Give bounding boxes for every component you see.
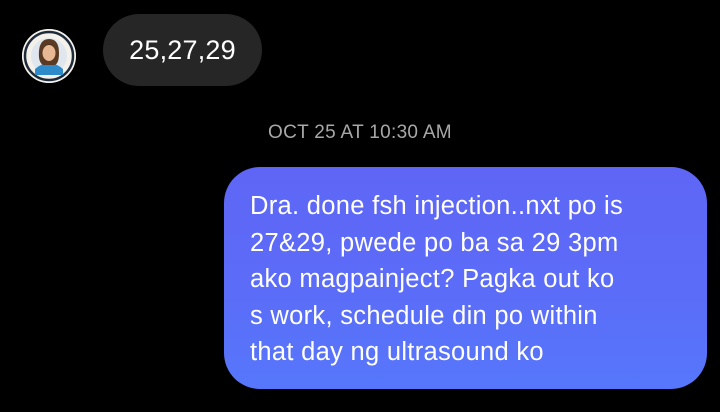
profile-photo-icon (22, 29, 76, 83)
incoming-message-text: 25,27,29 (129, 34, 236, 65)
outgoing-message-line: Dra. done fsh injection..nxt po is (250, 192, 624, 220)
outgoing-message-text (250, 188, 683, 371)
timestamp-text: OCT 25 AT 10:30 AM (268, 122, 452, 143)
outgoing-message-line: 27&29, pwede po ba sa 29 3pm (250, 228, 619, 257)
outgoing-message-bubble[interactable] (224, 167, 707, 389)
outgoing-message-line: ako magpainject? Pagka out ko (250, 265, 615, 293)
outgoing-message-line: s work, schedule din po within (250, 301, 598, 330)
incoming-message-bubble[interactable] (103, 14, 262, 86)
outgoing-message-line: that day ng ultrasound ko (250, 338, 544, 366)
sender-avatar[interactable] (22, 29, 76, 83)
message-timestamp (0, 122, 720, 144)
